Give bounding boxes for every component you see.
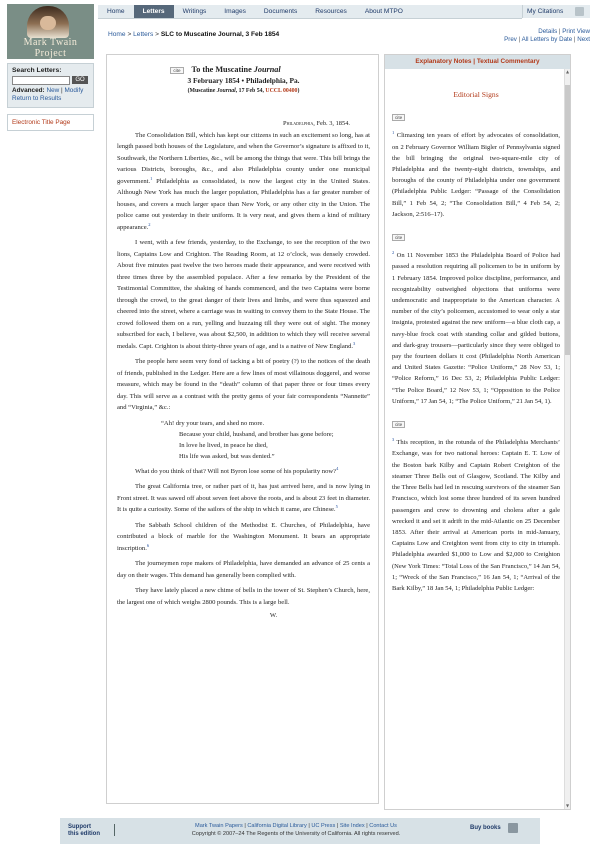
footer bbox=[60, 818, 540, 844]
advanced-new-link[interactable]: New bbox=[46, 87, 60, 94]
footer-links: Mark Twain Papers | California Digital Library | UC Press | Site Index | Contact Us Copyright © 2007–24 The Regents of the University of California. All rights reserved. bbox=[146, 823, 446, 838]
notes-tabs bbox=[385, 55, 570, 69]
letter-title: To the Muscatine Journal bbox=[191, 65, 281, 74]
mark-twain-project-logo[interactable] bbox=[7, 4, 94, 59]
top-navigation bbox=[98, 5, 522, 19]
books-icon bbox=[508, 823, 518, 833]
breadcrumb-separator: > bbox=[127, 31, 132, 38]
footer-link-site-index[interactable]: Site Index bbox=[339, 823, 365, 829]
breadcrumb-current: SLC to Muscatine Journal, 3 Feb 1854 bbox=[160, 31, 280, 38]
poem-line: Because your child, husband, and brother has gone before; bbox=[179, 430, 334, 438]
note-text: Climaxing ten years of effort by advocates of consolidation, on 2 February Governor William Bigler of Pennsylvania signed the bill bringing the original two-square-mile city of Philadelphia and the twenty-eight districts, townships, and boroughs of the county of Philadelphia under one government (Philadelphia Public Ledger: “Passage of the Consolidation Bill,” 1 Feb 54, 2; “The Consolidation Bill,” 4 Feb 54, 2; Jackson, 2:516–17). bbox=[392, 132, 560, 218]
note-ref-3[interactable]: 3 bbox=[353, 340, 356, 346]
search-letters-box: Search Letters: GO Advanced: New | Modify Return to Results bbox=[7, 63, 94, 108]
all-letters-by-date-link[interactable]: All Letters by Date bbox=[521, 36, 573, 43]
go-button[interactable]: GO bbox=[72, 76, 88, 84]
link-separator: | bbox=[558, 28, 561, 35]
letter-paragraph: The Sabbath School children of the Methodist E. Churches, of Philadelphia, have contributed a block of marble for the Washington Monument. It bears an appropriate inscription.$^6$ bbox=[117, 521, 370, 552]
tab-separator: | bbox=[473, 58, 476, 65]
scroll-up-arrow-icon[interactable]: ▲ bbox=[565, 69, 570, 74]
cite-button[interactable]: cite bbox=[392, 421, 405, 428]
scroll-down-arrow-icon[interactable]: ▼ bbox=[565, 803, 570, 808]
letter-paragraph: The people here seem very fond of tacking a bit of poetry (?) to the notices of the death of friends, published in the Ledger. Here are a few lines of most villainous doggerel, and worse measure, which may be found in the “death” column of that paper three or four times every day. This will serve as a contrast with the pretty gems of your fair correspondents “Nannette” and “Virginia,” &c.: bbox=[117, 358, 370, 411]
letter-text-panel[interactable] bbox=[106, 54, 379, 804]
letter-paragraph: The great California tree, or rather part of it, has just arrived here, and is now lying in Front street. It was sawed off about seven feet above the roots, and is about 23 feet in diameter. It is quite a curiosity. Some of the sailors of the ship in which it came, are Chinese.$^5$ bbox=[117, 483, 370, 513]
support-line-2: this edition bbox=[68, 830, 100, 837]
footer-link-mark-twain-papers[interactable]: Mark Twain Papers bbox=[195, 823, 243, 829]
return-to-results-link[interactable]: Return to Results bbox=[12, 95, 62, 102]
next-link[interactable]: Next bbox=[577, 36, 590, 43]
breadcrumb bbox=[108, 31, 279, 38]
search-input[interactable] bbox=[12, 76, 70, 85]
note-ref-6[interactable]: 6 bbox=[146, 542, 150, 548]
logo-line-2: Project bbox=[34, 48, 67, 59]
letter-paragraph: I went, with a few friends, yesterday, to the Exchange, to see the reception of the two lions, Captains Low and Crighton. The Reading Room, at 12 o’clock, was densely crowded. About five minutes past twelve the two heroes made their appearance, and were received with three times three by the assembled populace. After a few remarks by the President of the Testimonial Committee, the shaking of hands commenced, and the two Captains were borne through the crowd, to the great danger of their lives and limbs, and were thus squeezed and cheered into the street, where a carriage was in waiting to convey them to the State House. The crowd followed them on a run, yelling and huzzaing till they were out of sight. The money subscribed for each, I believe, was about $2,500, in addition to which they will receive several medals. Capt. Crighton is about thirty-three years of age, and is a native of New England.$^3$ bbox=[117, 239, 370, 350]
document-links bbox=[504, 28, 590, 44]
note-ref-1[interactable]: 1 bbox=[150, 175, 153, 181]
link-separator: | bbox=[573, 36, 576, 43]
tab-letters[interactable]: Letters bbox=[134, 5, 174, 18]
letter-paragraph: They have lately placed a new chime of bells in the tower of St. Stephen’s Church, here, the largest one of which weighs 2800 pounds. This is a large bell. bbox=[117, 587, 370, 606]
tab-documents[interactable]: Documents bbox=[263, 8, 298, 15]
support-icon bbox=[114, 824, 124, 836]
tab-writings[interactable]: Writings bbox=[182, 8, 207, 15]
electronic-title-page-box bbox=[7, 114, 94, 131]
details-link[interactable]: Details bbox=[538, 28, 558, 35]
notes-scroll-area[interactable] bbox=[385, 69, 570, 594]
letter-source: (Muscatine Journal, 17 Feb 54, UCCL 00400) bbox=[187, 88, 300, 94]
citations-trash-icon bbox=[575, 7, 584, 16]
left-sidebar bbox=[7, 4, 94, 131]
letter-paragraph: The Consolidation Bill, which has kept our citizens in such an excitement so long, has at length passed both houses of the Legislature, and when the Governor’s signature is affixed to it, Southwark, the Northern Liberties, &c., will be among the things that were. This bill brings the various Districts, boroughs, &c., and also Philadelphia county under one municipal government.$^1$ Philadelphia as consolidated, is now the largest city in the United States. Although New York has much the larger population, Philadelphia has a far greater number of houses, and covers a much larger space than New York, or any other city in the Union. The police came out yesterday in their uniform. It is very neat, and gives them a kind of military appearance.$^2$ bbox=[117, 131, 370, 231]
letter-signature: W. bbox=[269, 612, 278, 619]
tab-home[interactable]: Home bbox=[107, 8, 125, 15]
logo-line-1: Mark Twain bbox=[23, 37, 78, 48]
breadcrumb-separator: > bbox=[155, 31, 160, 38]
prev-link[interactable]: Prev bbox=[504, 36, 517, 43]
letter-paragraph: The journeymen rope makers of Philadelphia, have demanded an advance of 25 cents a day on their wages. This demand has generally been complied with. bbox=[117, 560, 370, 579]
footer-link-cdl[interactable]: California Digital Library bbox=[247, 823, 307, 829]
uccl-link[interactable]: UCCL 00400 bbox=[265, 88, 298, 94]
my-citations-label: My Citations bbox=[527, 8, 564, 15]
tab-resources[interactable]: Resources bbox=[315, 8, 347, 15]
explanatory-note bbox=[392, 114, 560, 220]
letter-dateline: Philadelphia, Feb. 3, 1854. bbox=[283, 120, 350, 127]
support-line-1: Support bbox=[68, 824, 91, 830]
advanced-modify-link[interactable]: Modify bbox=[64, 87, 84, 94]
print-view-link[interactable]: Print View bbox=[562, 28, 590, 35]
breadcrumb-letters-link[interactable]: Letters bbox=[133, 31, 154, 38]
tab-textual-commentary[interactable]: Textual Commentary bbox=[476, 58, 540, 65]
buy-books-label: Buy books bbox=[470, 825, 501, 831]
cite-button[interactable]: cite bbox=[392, 114, 405, 121]
note-text: This reception, in the rotunda of the Philadelphia Merchants’ Exchange, was for two national heroes: Captain E. T. Low of the Boston bark Kilby and Captain Robert Creighton of the steamer Three Bells out of Glasgow, Scotland. The Kilby and the Three Bells had led in rescuing survivors of the steamer San Francisco, which lost some three hundred of its seven hundred passengers and crew to drowning and cholera after a gale wrecked it and set it adrift in the mid-Atlantic on 25 December 1853. After their arrival at American ports in mid-January, Captains Low and Creighton went from city to city in triumph. Philadelphia awarded $1,000 to Low and $2,000 to Creighton (New York Times: “Total Loss of the San Francisco,” 14 Jan 54, 1; “Wreck of the San Francisco,” 16 Jan 54, 1; “Arrival of the Bark Kilby,” 18 Jan 54, 1; Philadelphia Public Ledger: bbox=[392, 439, 560, 592]
note-number: 1 bbox=[392, 130, 395, 136]
tab-about[interactable]: About MTPO bbox=[364, 8, 403, 15]
notes-scrollbar[interactable] bbox=[564, 69, 570, 809]
electronic-title-page-link[interactable]: Electronic Title Page bbox=[12, 119, 71, 126]
poem-line: “Ah! dry your tears, and shed no more. bbox=[161, 419, 265, 427]
advanced-label: Advanced: bbox=[12, 87, 45, 94]
tab-explanatory-notes[interactable]: Explanatory Notes bbox=[415, 58, 472, 65]
footer-link-contact[interactable]: Contact Us bbox=[369, 823, 397, 829]
note-ref-5[interactable]: 5 bbox=[335, 503, 338, 509]
support-this-edition-link[interactable] bbox=[68, 824, 124, 840]
note-ref-4[interactable]: 4 bbox=[336, 465, 339, 471]
explanatory-note bbox=[392, 234, 560, 407]
footer-link-uc-press[interactable]: UC Press bbox=[311, 823, 336, 829]
explanatory-note bbox=[392, 421, 560, 594]
buy-books-link[interactable] bbox=[470, 825, 520, 839]
my-citations-button[interactable] bbox=[522, 5, 590, 18]
poem bbox=[161, 418, 370, 462]
note-number: 2 bbox=[392, 250, 395, 256]
notes-panel bbox=[384, 54, 571, 810]
search-label: Search Letters: bbox=[12, 67, 62, 74]
breadcrumb-home-link[interactable]: Home bbox=[108, 31, 126, 38]
scrollbar-thumb[interactable] bbox=[565, 85, 570, 355]
note-number: 3 bbox=[392, 437, 395, 443]
poem-line: In love he lived, in peace he died, bbox=[179, 441, 268, 449]
twain-portrait-icon bbox=[27, 6, 69, 38]
tab-images[interactable]: Images bbox=[224, 8, 246, 15]
letter-date-place: 3 February 1854 • Philadelphia, Pa. bbox=[187, 76, 300, 85]
editorial-signs-link[interactable]: Editorial Signs bbox=[453, 90, 499, 99]
cite-button[interactable]: cite bbox=[170, 67, 183, 74]
link-separator: | bbox=[518, 36, 521, 43]
note-text: On 11 November 1853 the Philadelphia Board of Police had passed a resolution requiring all policemen to be in uniform by 1 February 1854. Improved police discipline, performance, and recognizability outweighed objections that uniforms were undemocratic and inappropriate to the American character. A number of the city’s policemen, accustomed to wear only a star insignia, protested against the new uniform—a blue cloth cap, a navy-blue frock coat with standing collar and gilded buttons, and dark-gray trousers—particularly since they were obliged to pay the fourteen dollars it cost (Philadelphia North American and United States Gazette: “Police Uniform,” 28 Nov 53, 1; “Police Reform,” 16 Dec 53, 2; Philadelphia Public Ledger: “The Police Board,” 12 Nov 53, 1; “Opposition to the Police Uniform,” 17 Jan 54, 1; “The Police Uniform,” 21 Jan 54, 1). bbox=[392, 252, 560, 405]
letter-paragraph: What do you think of that? Will not Byron lose some of his popularity now?$^4$ bbox=[135, 465, 339, 475]
poem-line: His life was asked, but was denied.” bbox=[179, 452, 275, 460]
copyright: Copyright © 2007–24 The Regents of the University of California. All rights reserved. bbox=[191, 830, 401, 837]
cite-button[interactable]: cite bbox=[392, 234, 405, 241]
note-ref-2[interactable]: 2 bbox=[148, 221, 151, 227]
